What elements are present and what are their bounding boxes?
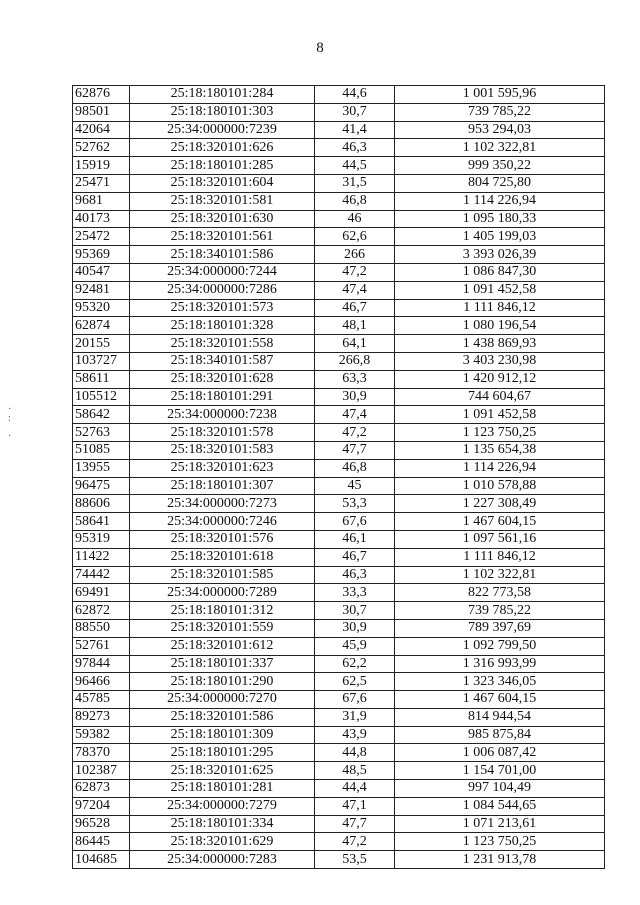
cadastral-number-cell: 25:18:320101:628 <box>130 370 315 388</box>
object-number-cell: 52761 <box>73 637 130 655</box>
table-row <box>73 673 605 691</box>
object-number-cell: 13955 <box>73 459 130 477</box>
value-cell: 1 438 869,93 <box>395 335 605 353</box>
object-number-cell: 97204 <box>73 797 130 815</box>
cadastral-number-cell: 25:34:000000:7239 <box>130 121 315 139</box>
value-cell: 1 316 993,99 <box>395 655 605 673</box>
cadastral-number-cell: 25:18:180101:303 <box>130 103 315 121</box>
area-cell: 47,2 <box>315 833 395 851</box>
object-number-cell: 52763 <box>73 424 130 442</box>
value-cell: 1 097 561,16 <box>395 530 605 548</box>
cadastral-number-cell: 25:18:340101:587 <box>130 352 315 370</box>
object-number-cell: 52762 <box>73 139 130 157</box>
value-cell: 999 350,22 <box>395 157 605 175</box>
cadastral-number-cell: 25:34:000000:7270 <box>130 691 315 709</box>
area-cell: 62,6 <box>315 228 395 246</box>
table-row <box>73 139 605 157</box>
cadastral-number-cell: 25:34:000000:7286 <box>130 281 315 299</box>
value-cell: 3 403 230,98 <box>395 352 605 370</box>
value-cell: 953 294,03 <box>395 121 605 139</box>
value-cell: 1 111 846,12 <box>395 299 605 317</box>
object-number-cell: 42064 <box>73 121 130 139</box>
table-row <box>73 246 605 264</box>
cadastral-number-cell: 25:18:320101:558 <box>130 335 315 353</box>
area-cell: 46,3 <box>315 139 395 157</box>
table-row <box>73 281 605 299</box>
value-cell: 1 154 701,00 <box>395 762 605 780</box>
table-row <box>73 370 605 388</box>
object-number-cell: 102387 <box>73 762 130 780</box>
object-number-cell: 40173 <box>73 210 130 228</box>
area-cell: 31,9 <box>315 708 395 726</box>
table-row <box>73 406 605 424</box>
area-cell: 30,9 <box>315 388 395 406</box>
object-number-cell: 51085 <box>73 441 130 459</box>
area-cell: 266,8 <box>315 352 395 370</box>
table-row <box>73 708 605 726</box>
cadastral-number-cell: 25:18:320101:625 <box>130 762 315 780</box>
table-row <box>73 157 605 175</box>
object-number-cell: 40547 <box>73 263 130 281</box>
value-cell: 822 773,58 <box>395 584 605 602</box>
table-row <box>73 210 605 228</box>
object-number-cell: 103727 <box>73 352 130 370</box>
area-cell: 41,4 <box>315 121 395 139</box>
value-cell: 1 123 750,25 <box>395 833 605 851</box>
page-number: 8 <box>316 40 324 56</box>
table-row <box>73 263 605 281</box>
value-cell: 739 785,22 <box>395 103 605 121</box>
table-row <box>73 815 605 833</box>
value-cell: 1 091 452,58 <box>395 406 605 424</box>
area-cell: 30,7 <box>315 103 395 121</box>
cadastral-number-cell: 25:18:320101:626 <box>130 139 315 157</box>
table-row <box>73 388 605 406</box>
cadastral-number-cell: 25:18:180101:285 <box>130 157 315 175</box>
area-cell: 53,3 <box>315 495 395 513</box>
cadastral-number-cell: 25:18:320101:586 <box>130 708 315 726</box>
value-cell: 1 467 604,15 <box>395 691 605 709</box>
area-cell: 47,7 <box>315 815 395 833</box>
data-table <box>72 85 605 869</box>
table-row <box>73 762 605 780</box>
table-row <box>73 228 605 246</box>
table-row <box>73 192 605 210</box>
table-row <box>73 513 605 531</box>
value-cell: 1 080 196,54 <box>395 317 605 335</box>
value-cell: 985 875,84 <box>395 726 605 744</box>
table-row <box>73 584 605 602</box>
value-cell: 1 227 308,49 <box>395 495 605 513</box>
area-cell: 48,1 <box>315 317 395 335</box>
table-row <box>73 780 605 798</box>
table-row <box>73 352 605 370</box>
value-cell: 1 231 913,78 <box>395 851 605 869</box>
value-cell: 1 102 322,81 <box>395 139 605 157</box>
cadastral-number-cell: 25:34:000000:7246 <box>130 513 315 531</box>
cadastral-number-cell: 25:18:320101:604 <box>130 174 315 192</box>
value-cell: 997 104,49 <box>395 780 605 798</box>
object-number-cell: 98501 <box>73 103 130 121</box>
object-number-cell: 58642 <box>73 406 130 424</box>
area-cell: 45,9 <box>315 637 395 655</box>
value-cell: 804 725,80 <box>395 174 605 192</box>
area-cell: 46,3 <box>315 566 395 584</box>
cadastral-number-cell: 25:18:320101:559 <box>130 619 315 637</box>
value-cell: 1 123 750,25 <box>395 424 605 442</box>
area-cell: 46,8 <box>315 459 395 477</box>
table-row <box>73 317 605 335</box>
cadastral-number-cell: 25:34:000000:7238 <box>130 406 315 424</box>
value-cell: 1 114 226,94 <box>395 459 605 477</box>
value-cell: 1 006 087,42 <box>395 744 605 762</box>
area-cell: 47,1 <box>315 797 395 815</box>
area-cell: 47,7 <box>315 441 395 459</box>
area-cell: 33,3 <box>315 584 395 602</box>
area-cell: 62,5 <box>315 673 395 691</box>
cadastral-number-cell: 25:18:320101:585 <box>130 566 315 584</box>
table-row <box>73 335 605 353</box>
object-number-cell: 74442 <box>73 566 130 584</box>
cadastral-number-cell: 25:18:180101:290 <box>130 673 315 691</box>
object-number-cell: 104685 <box>73 851 130 869</box>
cadastral-number-cell: 25:34:000000:7289 <box>130 584 315 602</box>
object-number-cell: 25472 <box>73 228 130 246</box>
object-number-cell: 78370 <box>73 744 130 762</box>
margin-scan-marks: · : · <box>8 404 12 442</box>
value-cell: 744 604,67 <box>395 388 605 406</box>
table-row <box>73 744 605 762</box>
value-cell: 1 114 226,94 <box>395 192 605 210</box>
value-cell: 1 323 346,05 <box>395 673 605 691</box>
area-cell: 67,6 <box>315 691 395 709</box>
object-number-cell: 88606 <box>73 495 130 513</box>
value-cell: 1 001 595,96 <box>395 86 605 104</box>
area-cell: 31,5 <box>315 174 395 192</box>
table-row <box>73 833 605 851</box>
area-cell: 64,1 <box>315 335 395 353</box>
table-row <box>73 851 605 869</box>
table-row <box>73 797 605 815</box>
object-number-cell: 88550 <box>73 619 130 637</box>
cadastral-number-cell: 25:34:000000:7273 <box>130 495 315 513</box>
object-number-cell: 95369 <box>73 246 130 264</box>
area-cell: 30,9 <box>315 619 395 637</box>
object-number-cell: 58641 <box>73 513 130 531</box>
table-body <box>73 86 605 869</box>
area-cell: 62,2 <box>315 655 395 673</box>
object-number-cell: 15919 <box>73 157 130 175</box>
value-cell: 1 010 578,88 <box>395 477 605 495</box>
area-cell: 44,8 <box>315 744 395 762</box>
object-number-cell: 25471 <box>73 174 130 192</box>
value-cell: 1 111 846,12 <box>395 548 605 566</box>
table-row <box>73 691 605 709</box>
cadastral-number-cell: 25:34:000000:7283 <box>130 851 315 869</box>
table-row <box>73 174 605 192</box>
object-number-cell: 9681 <box>73 192 130 210</box>
area-cell: 266 <box>315 246 395 264</box>
area-cell: 47,2 <box>315 424 395 442</box>
table-row <box>73 103 605 121</box>
area-cell: 48,5 <box>315 762 395 780</box>
table-row <box>73 459 605 477</box>
cadastral-number-cell: 25:18:320101:561 <box>130 228 315 246</box>
table-row <box>73 566 605 584</box>
cadastral-number-cell: 25:18:180101:309 <box>130 726 315 744</box>
object-number-cell: 69491 <box>73 584 130 602</box>
area-cell: 45 <box>315 477 395 495</box>
object-number-cell: 45785 <box>73 691 130 709</box>
cadastral-number-cell: 25:18:180101:295 <box>130 744 315 762</box>
area-cell: 47,4 <box>315 281 395 299</box>
value-cell: 739 785,22 <box>395 602 605 620</box>
value-cell: 1 086 847,30 <box>395 263 605 281</box>
table-row <box>73 121 605 139</box>
object-number-cell: 20155 <box>73 335 130 353</box>
cadastral-number-cell: 25:18:320101:630 <box>130 210 315 228</box>
table-row <box>73 477 605 495</box>
value-cell: 1 467 604,15 <box>395 513 605 531</box>
object-number-cell: 96475 <box>73 477 130 495</box>
table-row <box>73 637 605 655</box>
object-number-cell: 89273 <box>73 708 130 726</box>
area-cell: 44,5 <box>315 157 395 175</box>
value-cell: 1 071 213,61 <box>395 815 605 833</box>
cadastral-number-cell: 25:18:320101:573 <box>130 299 315 317</box>
object-number-cell: 62876 <box>73 86 130 104</box>
area-cell: 46,7 <box>315 299 395 317</box>
cadastral-number-cell: 25:18:180101:281 <box>130 780 315 798</box>
cadastral-number-cell: 25:34:000000:7244 <box>130 263 315 281</box>
table-row <box>73 548 605 566</box>
object-number-cell: 105512 <box>73 388 130 406</box>
area-cell: 46,8 <box>315 192 395 210</box>
object-number-cell: 95320 <box>73 299 130 317</box>
area-cell: 46,1 <box>315 530 395 548</box>
value-cell: 1 405 199,03 <box>395 228 605 246</box>
cadastral-number-cell: 25:18:180101:334 <box>130 815 315 833</box>
value-cell: 3 393 026,39 <box>395 246 605 264</box>
object-number-cell: 86445 <box>73 833 130 851</box>
cadastral-number-cell: 25:18:180101:307 <box>130 477 315 495</box>
area-cell: 46 <box>315 210 395 228</box>
cadastral-number-cell: 25:18:320101:581 <box>130 192 315 210</box>
table-row <box>73 424 605 442</box>
value-cell: 1 095 180,33 <box>395 210 605 228</box>
table-row <box>73 299 605 317</box>
area-cell: 53,5 <box>315 851 395 869</box>
table-row <box>73 530 605 548</box>
cadastral-number-cell: 25:18:320101:576 <box>130 530 315 548</box>
object-number-cell: 62874 <box>73 317 130 335</box>
cadastral-number-cell: 25:18:180101:312 <box>130 602 315 620</box>
cadastral-number-cell: 25:18:180101:328 <box>130 317 315 335</box>
object-number-cell: 97844 <box>73 655 130 673</box>
area-cell: 44,6 <box>315 86 395 104</box>
object-number-cell: 58611 <box>73 370 130 388</box>
cadastral-number-cell: 25:18:320101:618 <box>130 548 315 566</box>
table-row <box>73 86 605 104</box>
object-number-cell: 62872 <box>73 602 130 620</box>
table-row <box>73 441 605 459</box>
cadastral-number-cell: 25:18:180101:291 <box>130 388 315 406</box>
cadastral-number-cell: 25:18:320101:629 <box>130 833 315 851</box>
cadastral-number-cell: 25:18:320101:612 <box>130 637 315 655</box>
area-cell: 44,4 <box>315 780 395 798</box>
object-number-cell: 59382 <box>73 726 130 744</box>
value-cell: 789 397,69 <box>395 619 605 637</box>
object-number-cell: 96528 <box>73 815 130 833</box>
cadastral-number-cell: 25:18:320101:578 <box>130 424 315 442</box>
area-cell: 30,7 <box>315 602 395 620</box>
object-number-cell: 11422 <box>73 548 130 566</box>
table-row <box>73 619 605 637</box>
object-number-cell: 95319 <box>73 530 130 548</box>
value-cell: 1 092 799,50 <box>395 637 605 655</box>
area-cell: 46,7 <box>315 548 395 566</box>
table-row <box>73 726 605 744</box>
area-cell: 63,3 <box>315 370 395 388</box>
area-cell: 67,6 <box>315 513 395 531</box>
table-row <box>73 655 605 673</box>
area-cell: 47,2 <box>315 263 395 281</box>
value-cell: 1 135 654,38 <box>395 441 605 459</box>
object-number-cell: 62873 <box>73 780 130 798</box>
cadastral-number-cell: 25:18:180101:284 <box>130 86 315 104</box>
value-cell: 1 091 452,58 <box>395 281 605 299</box>
cadastral-number-cell: 25:18:340101:586 <box>130 246 315 264</box>
object-number-cell: 96466 <box>73 673 130 691</box>
value-cell: 1 102 322,81 <box>395 566 605 584</box>
value-cell: 1 420 912,12 <box>395 370 605 388</box>
area-cell: 43,9 <box>315 726 395 744</box>
table-row <box>73 602 605 620</box>
value-cell: 1 084 544,65 <box>395 797 605 815</box>
cadastral-number-cell: 25:18:320101:583 <box>130 441 315 459</box>
cadastral-number-cell: 25:18:180101:337 <box>130 655 315 673</box>
table-row <box>73 495 605 513</box>
cadastral-number-cell: 25:18:320101:623 <box>130 459 315 477</box>
area-cell: 47,4 <box>315 406 395 424</box>
value-cell: 814 944,54 <box>395 708 605 726</box>
cadastral-number-cell: 25:34:000000:7279 <box>130 797 315 815</box>
object-number-cell: 92481 <box>73 281 130 299</box>
